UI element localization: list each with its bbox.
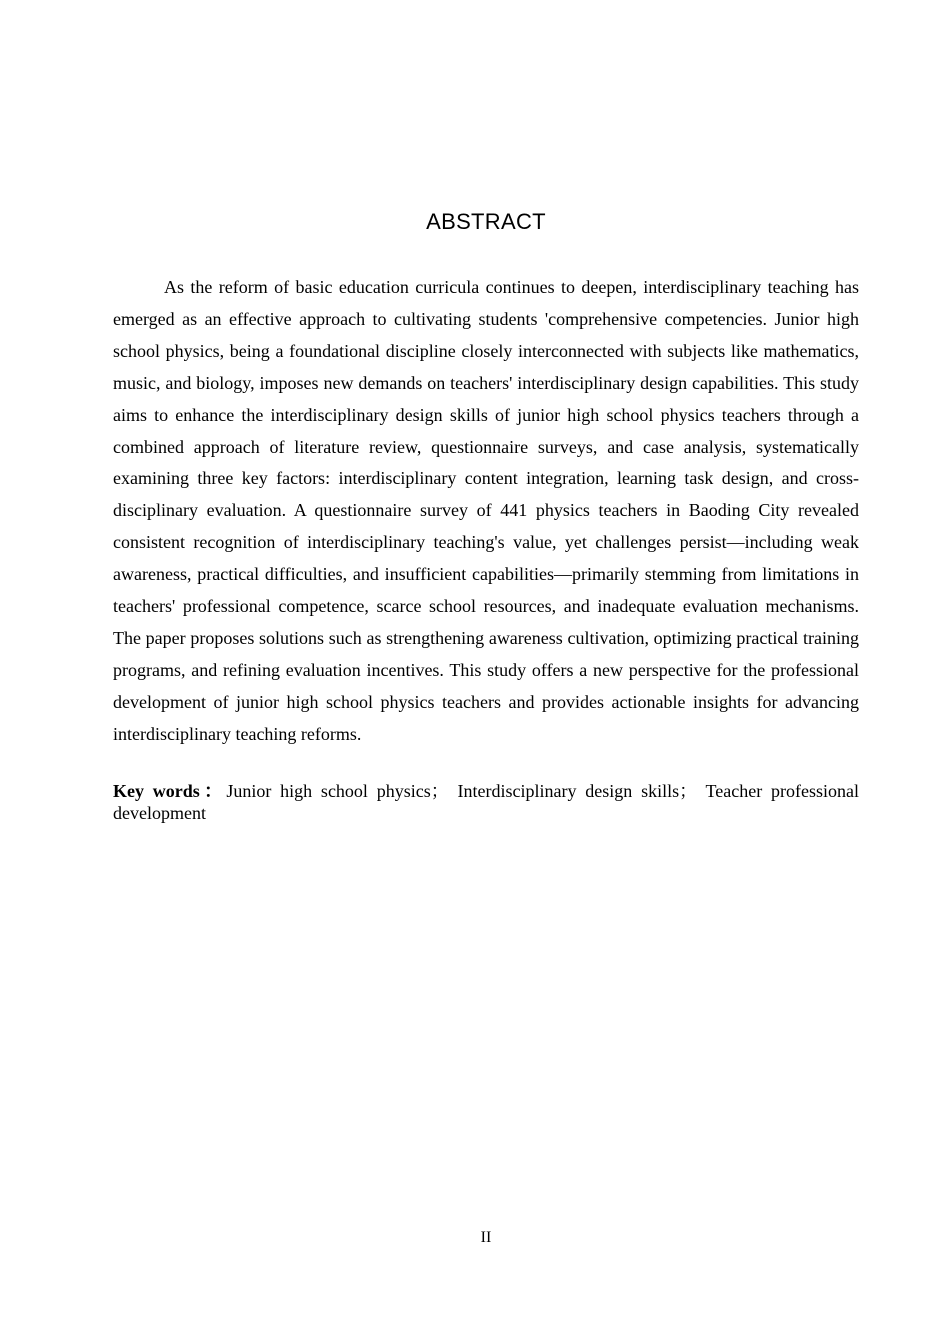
keyword-item: Interdisciplinary design skills； [457, 781, 698, 801]
page-number: II [480, 1229, 492, 1246]
abstract-heading: ABSTRACT [426, 209, 546, 234]
keyword-item: Teacher professional development [113, 781, 860, 823]
keyword-item: Junior high school physics； [226, 781, 449, 801]
abstract-body: As the reform of basic education curricula continues to deepen, interdisciplinary teaching has emerged as an effective approach to cultivating students 'comprehensive competencies. Junior high school physics, being a foundational discipline closely interconnected with subjects like mathematics, music, and biology, imposes new demands on teachers' interdisciplinary design capabilities. This study aims to enhance the interdisciplinary design skills of junior high school physics teachers through a combined approach of literature review, questionnaire surveys, and case analysis, systematically examining three key factors: interdisciplinary content integration, learning task design, and cross-disciplinary evaluation. A questionnaire survey of 441 physics teachers in Baoding City revealed consistent recognition of interdisciplinary teaching's value, yet challenges persist—including weak awareness, practical difficulties, and insufficient capabilities—primarily stemming from limitations in teachers' professional competence, scarce school resources, and inadequate evaluation mechanisms. The paper proposes solutions such as strengthening awareness cultivation, optimizing practical training programs, and refining evaluation incentives. This study offers a new perspective for the professional development of junior high school physics teachers and provides actionable insights for advancing interdisciplinary teaching reforms. [113, 277, 859, 744]
keywords-label: Key words： [113, 781, 227, 801]
keywords-line [113, 780, 859, 824]
